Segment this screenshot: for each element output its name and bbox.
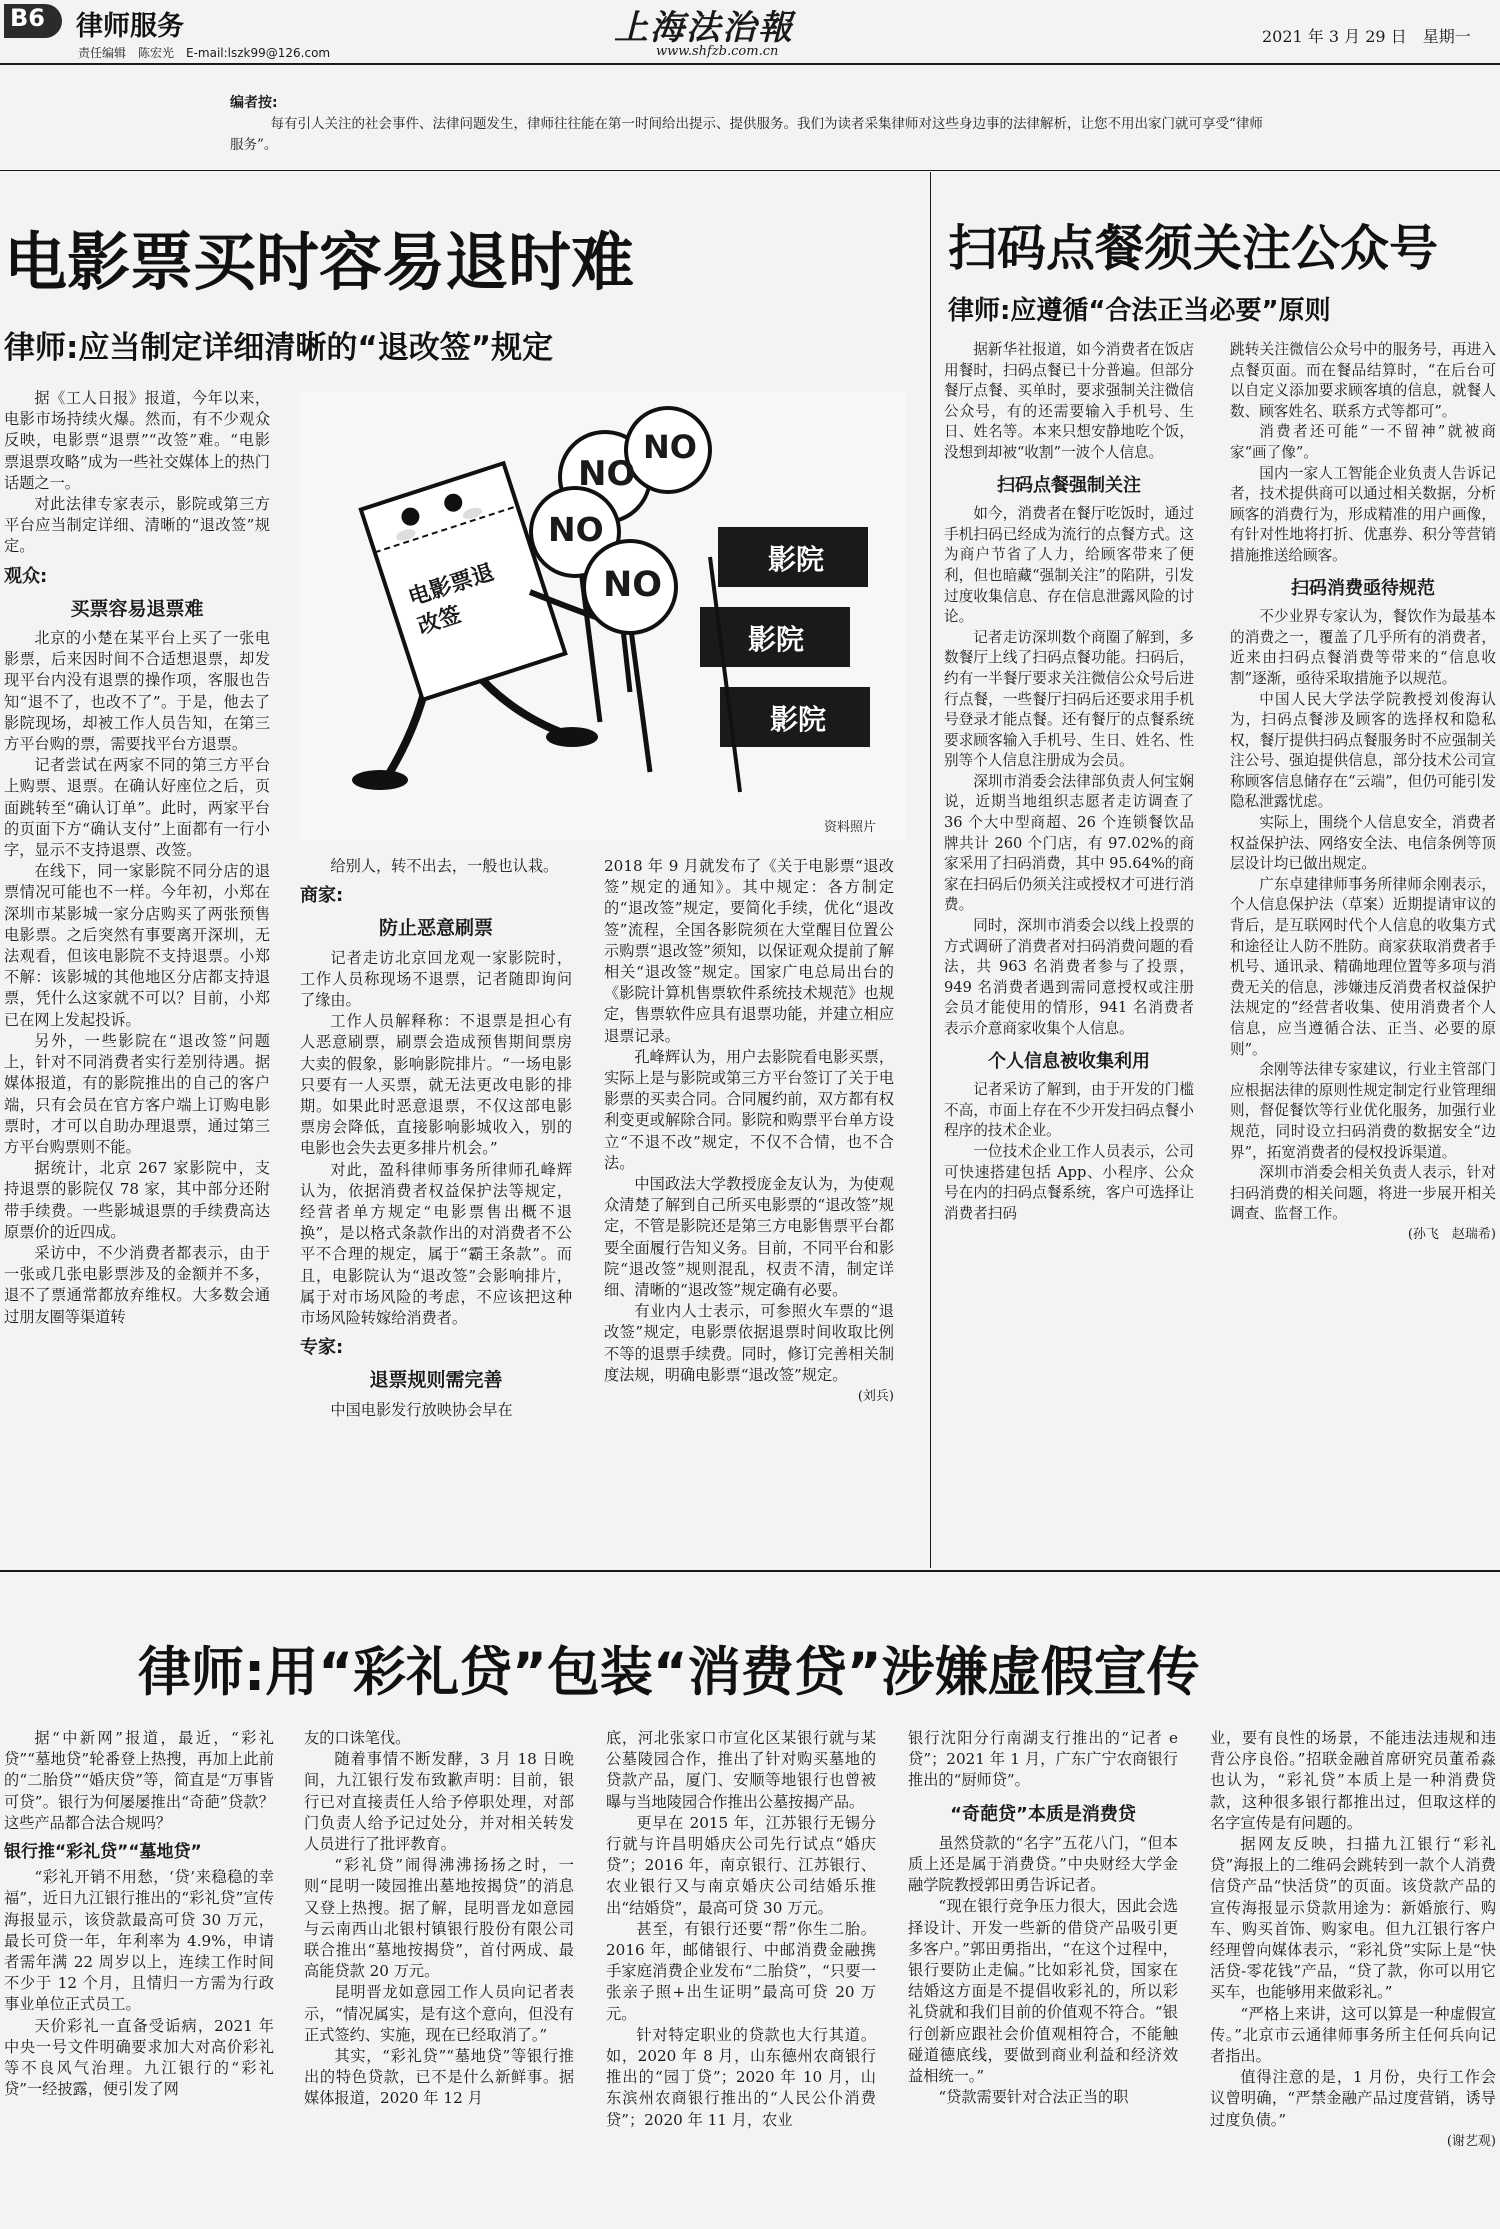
editor-note-label: 编者按: — [230, 95, 278, 111]
paragraph: 随着事情不断发酵，3 月 18 日晚间，九江银行发布致歉声明：目前，银行已对直接责任人给予停职处理，对部门负责人给予记过处分，并对相关转发人员进行了批评教育。 — [304, 1750, 574, 1854]
editor-credit: 责任编辑 陈宏光 E-mail:lszk99@126.com — [78, 46, 331, 60]
paragraph: 深圳市消委会法律部负责人何宝娴说，近期当地组织志愿者走访调查了 36 个大中型商超、26 个连锁餐饮品牌共计 260 个门店，有 97.02%的商家采用了扫码消费，其中 95.64%的商家在扫码后仍须关注或授权才可进行消费。 — [944, 772, 1194, 914]
paragraph: 记者尝试在两家不同的第三方平台上购票、退票。在确认好座位之后，页面跳转至“确认订单”。此时，两家平台的页面下方“确认支付”上面都有一行小字，显示不支持退票、改签。 — [4, 756, 270, 860]
byline: (谢艺观) — [1446, 2133, 1496, 2149]
no-sign-label: NO — [578, 454, 636, 494]
header-rule — [0, 63, 1500, 65]
article2-deck: 律师:应遵循“合法正当必要”原则 — [948, 296, 1331, 326]
masthead-website: www.shfzb.com.cn — [656, 44, 779, 59]
section-role: 观众: — [4, 565, 48, 587]
paragraph: 一位技术企业工作人员表示，公司可快速搭建包括 App、小程序、公众号在内的扫码点餐系统，客户可选择让消费者扫码 — [944, 1142, 1194, 1222]
byline: (孙飞 赵瑞希) — [1407, 1226, 1496, 1242]
subheading: 扫码点餐强制关注 — [997, 474, 1141, 496]
paragraph: 广东卓建律师事务所律师余刚表示，个人信息保护法（草案）近期提请审议的背后，是互联网时代个人信息的收集方式和途径让人防不胜防。商家获取消费者手机号、通讯录、精确地理位置等多项与消费无关的信息，涉嫌违反消费者权益保护法规定的“经营者收集、使用消费者个人信息，应当遵循合法、正当、必要的原则”。 — [1230, 875, 1496, 1058]
subheading: 个人信息被收集利用 — [988, 1050, 1150, 1072]
section-title: 律师服务 — [76, 11, 184, 42]
paragraph: 深圳市消委会相关负责人表示，针对扫码消费的相关问题，将进一步展开相关调查、监督工作。 — [1230, 1164, 1496, 1223]
subheading: “奇葩贷”本质是消费贷 — [950, 1803, 1136, 1825]
article1-column-1 — [4, 388, 270, 1563]
article1-column-2 — [300, 856, 572, 1566]
article1-deck: 律师:应当制定详细清晰的“退改签”规定 — [4, 330, 554, 366]
illustration — [300, 392, 905, 840]
article3-column-5 — [1210, 1728, 1496, 2226]
paragraph: “彩礼贷”闹得沸沸扬扬之时，一则“昆明一陵园推出墓地按揭贷”的消息又登上热搜。据了解，昆明晋龙如意园与云南西山北银村镇银行股份有限公司联合推出“墓地按揭贷”，首付两成、最高能贷款 20 万元。 — [304, 1856, 574, 1981]
paragraph: 天价彩礼一直备受诟病，2021 年中央一号文件明确要求加大对高价彩礼等不良风气治理。九江银行的“彩礼贷”一经披露，便引发了网 — [4, 2016, 274, 2099]
paragraph: 针对特定职业的贷款也大行其道。如，2020 年 8 月，山东德州农商银行推出的“园丁贷”；2020 年 10 月，山东滨州农商银行推出的“人民公仆消费贷”；2020 年 11 月，农业 — [606, 2025, 876, 2129]
article2-headline: 扫码点餐须关注公众号 — [948, 220, 1439, 277]
paragraph: 银行沈阳分行南湖支行推出的“记者 e 贷”；2021 年 1 月，广东广宁农商银行推出的“厨师贷”。 — [908, 1729, 1178, 1790]
page-badge-text: B6 — [10, 4, 45, 32]
paragraph: 不少业界专家认为，餐饮作为最基本的消费之一，覆盖了几乎所有的消费者，近来由扫码点餐消费等带来的“信息收割”逐渐，亟待采取措施予以规范。 — [1230, 608, 1496, 687]
paragraph: 据新华社报道，如今消费者在饭店用餐时，扫码点餐已十分普遍。但部分餐厅点餐、买单时，要求强制关注微信公众号，有的还需要输入手机号、生日、姓名等。本来只想安静地吃个饭，没想到却被“收割”一波个人信息。 — [944, 341, 1194, 461]
placard-label: 影院 — [748, 623, 805, 656]
paragraph: 甚至，有银行还要“帮”你生二胎。2016 年，邮储银行、中邮消费金融携手家庭消费企业发布“二胎贷”，“只要一张亲子照+出生证明”最高可贷 20 万元。 — [606, 1919, 876, 2023]
paragraph: 值得注意的是，1 月份，央行工作会议曾明确，“严禁金融产品过度营销，诱导过度负债。” — [1210, 2068, 1496, 2129]
paragraph: 中国政法大学教授庞金友认为，为使观众清楚了解到自己所买电影票的“退改签”规定，不管是影院还是第三方电影售票平台都要全面履行告知义务。目前，不同平台和影院“退改签”规则混乱，权责不清，制定详细、清晰的“退改签”规定确有必要。 — [604, 1175, 894, 1300]
paragraph: 另外，一些影院在“退改签”问题上，针对不同消费者实行差别待遇。据媒体报道，有的影院推出的自己的客户端，只有会员在官方客户端上订购电影票时，才可以自助办理退票，通过第三方平台购票则不能。 — [4, 1031, 270, 1156]
section-role: 专家: — [300, 1337, 344, 1359]
paragraph: “严格上来讲，这可以算是一种虚假宣传。”北京市云通律师事务所主任何兵向记者指出。 — [1210, 2004, 1496, 2066]
paragraph: 工作人员解释称：不退票是担心有人恶意刷票，刷票会造成预售期间票房大卖的假象，影响影院排片。“一场电影只要有一人买票，就无法更改电影的排期。如果此时恶意退票，不仅这部电影票房会降低，直接影响影城收入，别的电影也会失去更多排片机会。” — [300, 1012, 572, 1158]
paragraph: 据统计，北京 267 家影院中，支持退票的影院仅 78 家，其中部分还附带手续费。一些影城退票的手续费高达原票价的近四成。 — [4, 1159, 270, 1241]
paragraph: 余刚等法律专家建议，行业主管部门应根据法律的原则性规定制定行业管理细则，督促餐饮等行业优化服务，加强行业规范，同时设立扫码消费的数据安全“边界”，拓宽消费者的侵权投诉渠道。 — [1230, 1061, 1496, 1161]
paragraph: 中国人民大学法学院教授刘俊海认为，扫码点餐涉及顾客的选择权和隐私权，餐厅提供扫码点餐服务时不应强制关注公号、强迫提供信息，部分技术公司宣称顾客信息储存在“云端”，但仍可能引发隐私泄露忧虑。 — [1230, 690, 1496, 811]
subheading: 退票规则需完善 — [369, 1369, 503, 1392]
article3-column-3 — [606, 1728, 876, 2226]
paragraph: 采访中，不少消费者都表示，由于一张或几张电影票涉及的金额并不多，退不了票通常都放弃维权。大多数会通过朋友圈等渠道转 — [4, 1243, 270, 1326]
paragraph: 跳转关注微信公众号中的服务号，再进入点餐页面。而在餐品结算时，“在后台可以自定义添加要求顾客填的信息，就餐人数、顾客姓名、联系方式等都可”。 — [1230, 341, 1496, 420]
article2-column-2 — [1230, 340, 1496, 1566]
paragraph: 虽然贷款的“名字”五花八门，“但本质上还是属于消费贷。”中央财经大学金融学院教授郭田勇告诉记者。 — [908, 1833, 1178, 1895]
paragraph: 友的口诛笔伐。 — [304, 1729, 411, 1747]
placard-label: 影院 — [768, 543, 825, 576]
column-divider — [930, 172, 931, 1568]
paragraph: 2018 年 9 月就发布了《关于电影票“退改签”规定的通知》。其中规定：各方制定的“退改签”规定，要简化手续，优化“退改签”流程，全国各影院须在大堂醒目位置公示购票“退改签”须知，以保证观众提前了解相关“退改签”规定。国家广电总局出台的《影院计算机售票软件系统技术规范》也规定，售票软件应具有退票功能，并建立相应退票记录。 — [604, 857, 894, 1045]
section-divider — [0, 1570, 1500, 1572]
placard-label: 影院 — [770, 703, 827, 736]
paragraph: 记者走访北京回龙观一家影院时，工作人员称现场不退票，记者随即询问了缘由。 — [300, 948, 572, 1010]
paragraph: 昆明晋龙如意园工作人员向记者表示，“情况属实，是有这个意向，但没有正式签约、实施，现在已经取消了。” — [304, 1983, 574, 2044]
paragraph: 中国电影发行放映协会早在 — [330, 1400, 513, 1419]
byline: (刘兵) — [857, 1389, 894, 1405]
subheading: 防止恶意刷票 — [378, 917, 493, 940]
paragraph: 孔峰辉认为，用户去影院看电影买票，实际上是与影院或第三方平台签订了关于电影票的买卖合同。合同履约前，双方都有权利变更或解除合同。影院和购票平台单方设立“不退不改”规定，不仅不合情，也不合法。 — [604, 1047, 894, 1172]
paragraph: “贷款需要针对合法正当的职 — [938, 2088, 1129, 2107]
paragraph: “彩礼开销不用愁，‘贷’来稳稳的幸福”，近日九江银行推出的“彩礼贷”宣传海报显示，该贷款最高可贷 30 万元，最长可贷一年，年利率为 4.9%，申请者需年满 22 周岁以上，连续工作时间不少于 12 个月，且情归一方需为行政事业单位正式员工。 — [4, 1868, 274, 2014]
subheading: 银行推“彩礼贷”“墓地贷” — [4, 1842, 202, 1863]
article3-headline: 律师:用“彩礼贷”包装“消费贷”涉嫌虚假宣传 — [138, 1642, 1200, 1703]
paragraph: 有业内人士表示，可参照火车票的“退改签”规定，电影票依据退票时间收取比例不等的退票手续费。同时，修订完善相关制度法规，明确电影票“退改签”规定。 — [604, 1302, 894, 1384]
photo-credit: 资料照片 — [824, 820, 877, 835]
paragraph: 据《工人日报》报道，今年以来，电影市场持续火爆。然而，有不少观众反映，电影票“退票”“改签”难。“电影票退票攻略”成为一些社交媒体上的热门话题之一。 — [4, 389, 270, 492]
paragraph: 记者走访深圳数个商圈了解到，多数餐厅上线了扫码点餐功能。扫码后，约有一半餐厅要求关注微信公众号后进行点餐，一些餐厅扫码后还要求用手机号登录才能点餐。还有餐厅的点餐系统要求顾客输入手机号、生日、姓名、性别等个人信息注册成为会员。 — [944, 628, 1194, 770]
article3-column-1 — [4, 1728, 274, 2226]
article3-column-2 — [304, 1728, 574, 2226]
paragraph: 如今，消费者在餐厅吃饭时，通过手机扫码已经成为流行的点餐方式。这为商户节省了人力，给顾客带来了便利，但也暗藏“强制关注”的陷阱，引发过度收集信息、存在信息泄露风险的讨论。 — [944, 505, 1194, 626]
paragraph: 给别人，转不出去，一般也认栽。 — [330, 857, 559, 875]
article2-column-1 — [944, 340, 1194, 1566]
paragraph: 实际上，围绕个人信息安全，消费者权益保护法、网络安全法、电信条例等顶层设计均已做出规定。 — [1230, 814, 1496, 873]
ticket-text: 电影票退改签 — [405, 560, 497, 640]
paragraph: 国内一家人工智能企业负责人告诉记者，技术提供商可以通过相关数据，分析顾客的消费行为，形成精准的用户画像，有针对性地将打折、优惠券、积分等营销措施推送给顾客。 — [1230, 464, 1496, 564]
no-sign-label: NO — [643, 428, 697, 466]
paragraph: 同时，深圳市消委会以线上投票的方式调研了消费者对扫码消费问题的看法，共 963 名消费者参与了投票，949 名消费者遇到需同意授权或注册会员才能使用的情形，941 名消费者表示介意商家收集个人信息。 — [944, 917, 1194, 1037]
article1-headline: 电影票买时容易退时难 — [4, 226, 634, 299]
paragraph: 对此法律专家表示，影院或第三方平台应当制定详细、清晰的“退改签”规定。 — [4, 495, 270, 556]
paragraph: 消费者还可能“一不留神”就被商家“画了像”。 — [1230, 423, 1496, 461]
paragraph: “现在银行竞争压力很大，因此会选择设计、开发一些新的借贷产品吸引更多客户。”郭田勇指出，“在这个过程中，银行要防止走偏。”比如彩礼贷，国家在结婚这方面是不提倡收彩礼的，所以彩礼贷就和我们目前的价值观不符合。“银行创新应跟社会价值观相符合，不能触碰道德底线，要做到商业利益和经济效益相统一。” — [908, 1897, 1178, 2086]
paragraph: 对此，盈科律师事务所律师孔峰辉认为，依据消费者权益保护法等规定，经营者单方规定“电影票售出概不退换”，是以格式条款作出的对消费者不公平不合理的规定，属于“霸王条款”。而且，电影院认为“退改签”会影响排片，属于对市场风险的考虑，不应该把这种市场风险转嫁给消费者。 — [300, 1160, 572, 1328]
editor-note-text: 每有引人关注的社会事件、法律问题发生，律师往往能在第一时间给出提示、提供服务。我们为读者采集律师对这些身边事的法律解析，让您不用出家门就可享受“律师服务”。 — [230, 116, 1263, 153]
issue-date: 2021 年 3 月 29 日 星期一 — [1262, 27, 1471, 46]
paragraph: 业，要有良性的场景，不能违法违规和违背公序良俗。”招联金融首席研究员董希淼也认为，“彩礼贷”本质上是一种消费贷款，这种很多银行都推出过，但取这样的名字宣传是有问题的。 — [1210, 1729, 1496, 1832]
subheading: 买票容易退票难 — [70, 597, 204, 620]
no-sign-label: NO — [603, 565, 663, 605]
paragraph: 更早在 2015 年，江苏银行无锡分行就与许昌明婚庆公司先行试点“婚庆贷”；2016 年，南京银行、江苏银行、农业银行又与南京婚庆公司结婚乐推出“结婚贷”，最高可贷 30 万元。 — [606, 1813, 876, 1917]
paragraph: 据“中新网”报道，最近，“彩礼贷”“墓地贷”轮番登上热搜，再加上此前的“二胎贷”“婚庆贷”等，简直是“万事皆可贷”。银行为何屡屡推出“奇葩”贷款？这些产品都合法合规吗？ — [4, 1729, 274, 1832]
article1-column-3 — [604, 856, 894, 1566]
paragraph: 底，河北张家口市宣化区某银行就与某公墓陵园合作，推出了针对购买墓地的贷款产品，厦门、安顺等地银行也曾被曝与当地陵园合作推出公墓按揭产品。 — [606, 1729, 876, 1811]
paragraph: 北京的小楚在某平台上买了一张电影票，后来因时间不合适想退票，却发现平台内没有退票的操作项，客服也告知“退不了，也改不了”。于是，他去了影院现场，却被工作人员告知，在第三方平台购的票，需要找平台方退票。 — [4, 629, 270, 754]
subheading: 扫码消费亟待规范 — [1291, 577, 1435, 599]
paragraph: 记者采访了解到，由于开发的门槛不高，市面上存在不少开发扫码点餐小程序的技术企业。 — [944, 1081, 1194, 1140]
paragraph: 据网友反映，扫描九江银行“彩礼贷”海报上的二维码会跳转到一款个人消费信贷产品“快活贷”的页面。该贷款产品的宣传海报显示贷款用途为：新婚旅行、购车、购买首饰、购家电。但九江银行客户经理曾向媒体表示，“彩礼贷”实际上是“快活贷-零花钱”产品，“贷了款，你可以用它买车，也能够用来做彩礼。” — [1210, 1835, 1496, 2002]
masthead-logo: 上海法治報 — [614, 8, 794, 48]
no-sign-label: NO — [548, 510, 604, 549]
section-role: 商家: — [300, 885, 344, 907]
article3-column-4 — [908, 1728, 1178, 2226]
paragraph: 在线下，同一家影院不同分店的退票情况可能也不一样。今年初，小郑在深圳市某影城一家分店购买了两张预售电影票。之后突然有事要离开深圳，无法观看，但该电影院不支持退票。小郑不解：该影城的其他地区分店都支持退票，凭什么这家就不可以？目前，小郑已在网上发起投诉。 — [4, 862, 270, 1029]
paragraph: 其实，“彩礼贷”“墓地贷”等银行推出的特色贷款，已不是什么新鲜事。据媒体报道，2020 年 12 月 — [304, 2047, 574, 2108]
editor-note-rule — [0, 170, 1500, 171]
